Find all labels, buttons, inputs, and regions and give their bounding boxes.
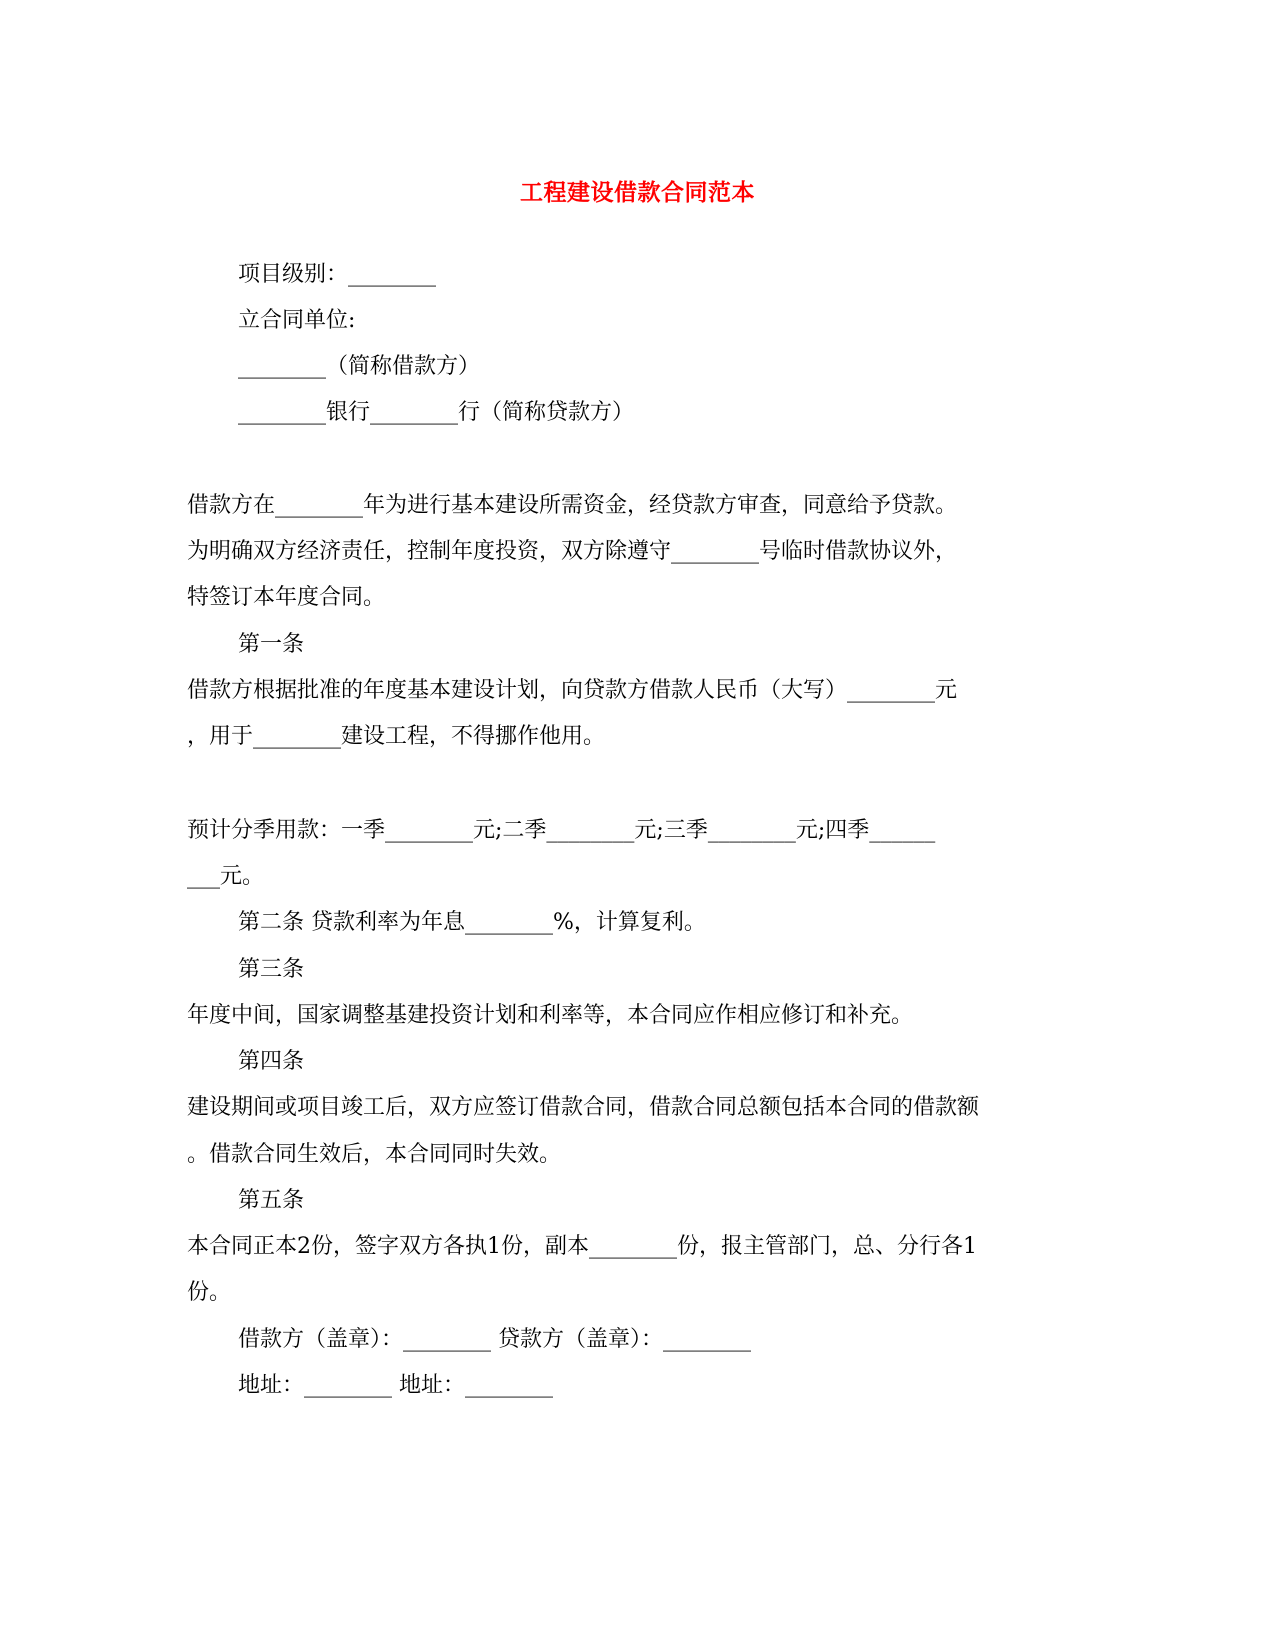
article-2-line: 第二条 贷款利率为年息________%，计算复利。 [238,910,706,935]
article-4-line-1: 建设期间或项目竣工后，双方应签订借款合同，借款合同总额包括本合同的借款额 [187,1095,980,1120]
preamble-line-2: 为明确双方经济责任，控制年度投资，双方除遵守________号临时借款协议外， [187,539,958,564]
article-1-line-2: ，用于________建设工程，不得挪作他用。 [187,724,606,749]
contracting-units-label: 立合同单位: [238,308,356,333]
article-5-line-1: 本合同正本2份，签字双方各执1份，副本________份，报主管部门，总、分行各1 [187,1234,977,1259]
article-3-heading: 第三条 [238,957,305,982]
lender-line: ________银行________行（简称贷款方） [238,400,635,425]
document-title: 工程建设借款合同范本 [520,179,755,206]
project-level-line: 项目级别：________ [238,262,437,287]
preamble-line-1: 借款方在________年为进行基本建设所需资金，经贷款方审查，同意给予贷款。 [187,493,958,518]
article-4-line-2: 。借款合同生效后，本合同同时失效。 [187,1142,562,1167]
article-5-heading: 第五条 [238,1188,305,1213]
quarterly-usage-line-2: ___元。 [187,864,265,889]
article-5-line-2: 份。 [187,1280,232,1305]
article-3-line: 年度中间，国家调整基建投资计划和利率等，本合同应作相应修订和补充。 [187,1003,914,1028]
quarterly-usage-line-1: 预计分季用款：一季________元;二季________元;三季________元;四季______ [187,818,936,843]
address-line: 地址：________ 地址：________ [238,1373,553,1398]
article-4-heading: 第四条 [238,1049,305,1074]
preamble-line-3: 特签订本年度合同。 [187,585,386,610]
article-1-heading: 第一条 [238,632,305,657]
article-1-line-1: 借款方根据批准的年度基本建设计划，向贷款方借款人民币（大写）________元 [187,678,958,703]
borrower-line: ________（简称借款方） [238,354,481,379]
signature-line: 借款方（盖章）：________ 贷款方（盖章）：________ [238,1327,751,1352]
